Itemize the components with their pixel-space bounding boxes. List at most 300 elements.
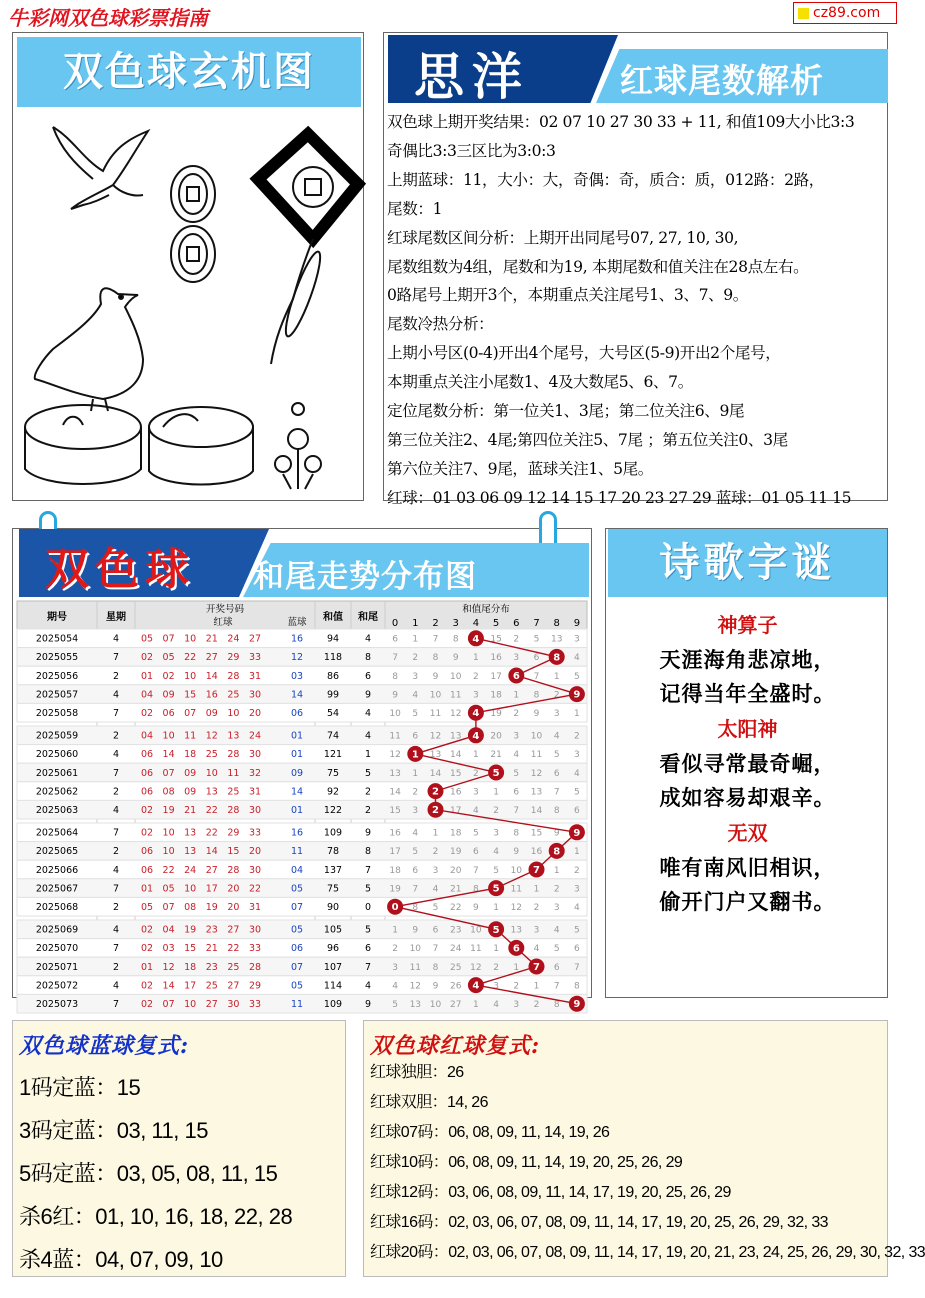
omission-cell: 7 <box>432 634 439 645</box>
omission-cell: 3 <box>574 750 580 761</box>
red-ball-cell: 06 <box>140 846 154 858</box>
omission-cell: 3 <box>412 806 419 817</box>
analysis-line: 本期重点关注小尾数1、4及大数尾5、6、7。 <box>387 373 693 392</box>
red-ball-cell: 15 <box>184 943 197 955</box>
omission-cell: 11 <box>389 731 401 742</box>
blue-ball-cell: 14 <box>290 786 304 798</box>
omission-cell: 4 <box>493 847 499 858</box>
omission-cell: 13 <box>409 1000 422 1011</box>
tail-marker-label: 9 <box>573 827 581 839</box>
omission-cell: 20 <box>449 865 462 876</box>
red-ball-cell: 09 <box>184 786 197 798</box>
omission-cell: 3 <box>574 634 580 645</box>
tail-marker-label: 5 <box>492 924 500 936</box>
weekday-cell: 7 <box>112 943 120 955</box>
omission-cell: 3 <box>513 1000 520 1011</box>
red-ball-cell: 27 <box>227 924 240 936</box>
tail-cell: 7 <box>364 961 372 973</box>
red-ball-cell: 14 <box>162 980 175 992</box>
analysis-line: 第三位关注2、4尾;第四位关注5、7尾 ；第五位关注0、3尾 <box>387 430 788 449</box>
analysis-panel <box>383 32 888 507</box>
tail-cell: 8 <box>364 652 372 664</box>
omission-cell: 9 <box>533 709 540 720</box>
omission-cell: 5 <box>392 1000 398 1011</box>
red-ball-cell: 27 <box>205 652 218 664</box>
omission-cell: 11 <box>409 962 422 973</box>
red-ball-cell: 33 <box>248 827 262 839</box>
omission-cell: 3 <box>553 709 560 720</box>
omission-cell: 1 <box>553 671 560 682</box>
sum-cell: 137 <box>323 864 343 876</box>
coin-icon <box>171 166 215 282</box>
site-title: 牛彩网双色球彩票指南 <box>8 6 208 30</box>
omission-cell: 11 <box>429 709 442 720</box>
omission-cell: 4 <box>574 653 580 664</box>
omission-cell: 2 <box>493 806 499 817</box>
blue-ball-cell: 07 <box>290 961 304 973</box>
omission-cell: 2 <box>553 690 560 701</box>
omission-cell: 23 <box>449 925 462 936</box>
red-compound-line: 红球07码：06, 08, 09, 11, 14, 19, 26 <box>370 1124 610 1141</box>
red-ball-cell: 30 <box>227 999 240 1011</box>
omission-cell: 2 <box>412 787 419 798</box>
omission-cell: 18 <box>389 865 401 876</box>
omission-cell: 9 <box>513 847 520 858</box>
omission-cell: 10 <box>429 690 442 701</box>
sum-cell: 109 <box>323 827 343 839</box>
poem-riddle-title: 无双 <box>727 821 768 845</box>
tail-cell: 4 <box>364 730 372 742</box>
omission-cell: 3 <box>432 865 439 876</box>
blue-ball-cell: 05 <box>290 883 304 895</box>
red-ball-cell: 01 <box>140 883 154 895</box>
blue-compound-line: 1码定蓝：15 <box>19 1075 141 1100</box>
red-ball-cell: 22 <box>205 827 218 839</box>
omission-cell: 13 <box>510 925 523 936</box>
red-ball-cell: 30 <box>248 805 262 817</box>
site-logo[interactable] <box>793 2 897 24</box>
period-cell: 2025073 <box>35 999 79 1011</box>
red-ball-cell: 19 <box>162 805 175 817</box>
red-ball-cell: 01 <box>140 670 154 682</box>
header-sum: 和值 <box>323 612 343 623</box>
tail-marker-label: 6 <box>512 943 520 955</box>
red-ball-cell: 24 <box>184 864 197 876</box>
sum-cell: 121 <box>323 749 343 761</box>
tail-cell: 6 <box>364 670 372 682</box>
omission-cell: 5 <box>533 634 540 645</box>
omission-cell: 2 <box>493 962 499 973</box>
omission-cell: 2 <box>513 709 520 720</box>
red-compound-panel <box>363 1020 925 1277</box>
omission-cell: 7 <box>574 962 580 973</box>
period-cell: 2025063 <box>35 805 79 817</box>
omission-cell: 1 <box>533 884 540 895</box>
red-ball-cell: 31 <box>248 786 262 798</box>
drum-icon <box>25 405 253 485</box>
analysis-text <box>387 108 887 513</box>
omission-cell: 5 <box>473 828 479 839</box>
trend-table <box>13 599 591 1011</box>
omission-cell: 4 <box>574 903 580 914</box>
red-ball-cell: 20 <box>227 883 240 895</box>
red-ball-cell: 08 <box>162 786 175 798</box>
tail-marker-label: 4 <box>472 730 480 742</box>
analysis-line: 0路尾号上期开3个，本期重点关注尾号1、3、7、9。 <box>387 286 749 305</box>
omission-cell: 9 <box>432 981 439 992</box>
period-cell: 2025065 <box>35 846 79 858</box>
blue-ball-cell: 14 <box>290 689 304 701</box>
tail-cell: 2 <box>364 805 372 817</box>
header-digit: 1 <box>412 618 419 629</box>
period-cell: 2025057 <box>35 689 79 701</box>
omission-cell: 6 <box>412 731 419 742</box>
red-ball-cell: 28 <box>227 749 240 761</box>
sitting-bird-icon <box>35 288 143 411</box>
omission-cell: 4 <box>513 750 520 761</box>
tail-marker-label: 8 <box>553 652 561 664</box>
omission-cell: 21 <box>490 750 502 761</box>
red-ball-cell: 06 <box>162 708 175 720</box>
sum-cell: 78 <box>326 846 340 858</box>
red-ball-cell: 02 <box>140 708 154 720</box>
omission-cell: 1 <box>513 690 520 701</box>
red-ball-cell: 07 <box>162 902 175 914</box>
omission-cell: 9 <box>412 925 419 936</box>
sum-cell: 96 <box>326 943 340 955</box>
header-digit: 6 <box>513 618 520 629</box>
tail-marker-label: 4 <box>472 633 480 645</box>
omission-cell: 11 <box>530 750 543 761</box>
poem-line: 天涯海角悲凉地， <box>659 648 836 672</box>
omission-cell: 3 <box>493 981 499 992</box>
omission-cell: 6 <box>412 865 419 876</box>
omission-cell: 1 <box>412 768 419 779</box>
omission-cell: 15 <box>490 634 502 645</box>
omission-cell: 7 <box>553 981 560 992</box>
red-ball-cell: 08 <box>184 902 197 914</box>
weekday-cell: 4 <box>112 864 120 876</box>
red-ball-cell: 15 <box>227 846 240 858</box>
omission-cell: 1 <box>574 847 580 858</box>
omission-cell: 4 <box>553 731 560 742</box>
red-ball-cell: 29 <box>227 652 240 664</box>
omission-cell: 16 <box>490 653 502 664</box>
tail-cell: 4 <box>364 633 372 645</box>
omission-cell: 6 <box>553 962 560 973</box>
period-cell: 2025071 <box>35 961 79 973</box>
omission-cell: 7 <box>533 671 540 682</box>
omission-cell: 4 <box>432 884 439 895</box>
omission-cell: 5 <box>574 787 580 798</box>
blue-compound-line: 杀4蓝：04, 07, 09, 10 <box>19 1247 223 1272</box>
omission-cell: 12 <box>449 709 462 720</box>
red-ball-cell: 07 <box>184 708 197 720</box>
omission-cell: 6 <box>432 925 439 936</box>
poem-riddle-title: 神算子 <box>717 613 778 637</box>
header-weekday: 星期 <box>106 612 126 623</box>
omission-cell: 16 <box>449 787 462 798</box>
blue-compound-panel <box>12 1020 346 1277</box>
red-ball-cell: 27 <box>227 980 240 992</box>
header-blue: 蓝球 <box>287 617 307 628</box>
red-ball-cell: 30 <box>248 689 262 701</box>
weekday-cell: 4 <box>112 749 120 761</box>
omission-cell: 7 <box>473 865 479 876</box>
red-ball-cell: 23 <box>205 924 218 936</box>
logo-square-icon <box>798 8 809 19</box>
red-ball-cell: 22 <box>248 883 262 895</box>
omission-cell: 13 <box>449 731 462 742</box>
poem-panel <box>605 528 888 998</box>
weekday-cell: 7 <box>112 767 120 779</box>
kite-icon <box>258 134 358 364</box>
omission-cell: 1 <box>513 962 520 973</box>
sum-cell: 105 <box>323 924 343 936</box>
tail-marker-label: 7 <box>533 865 540 876</box>
red-ball-cell: 20 <box>248 846 262 858</box>
red-ball-cell: 17 <box>205 883 218 895</box>
analysis-line: 第六位关注7、9尾，蓝球关注1、5尾。 <box>387 459 653 478</box>
red-ball-cell: 13 <box>227 730 240 742</box>
omission-cell: 7 <box>412 884 419 895</box>
tail-marker-label: 4 <box>472 708 480 720</box>
puzzle-title: 双色球玄机图 <box>17 37 361 107</box>
omission-cell: 10 <box>510 865 523 876</box>
red-ball-cell: 05 <box>162 883 175 895</box>
header-digit: 5 <box>492 618 500 629</box>
omission-cell: 5 <box>432 903 439 914</box>
tail-cell: 4 <box>364 980 372 992</box>
red-ball-cell: 09 <box>205 708 218 720</box>
poem-line: 成如容易却艰辛。 <box>659 786 836 810</box>
red-ball-cell: 33 <box>248 943 262 955</box>
analysis-line: 红球尾数区间分析：上期开出同尾号07, 27, 10, 30, <box>387 228 739 247</box>
red-ball-cell: 21 <box>184 805 197 817</box>
flower-icon <box>275 403 321 489</box>
omission-cell: 27 <box>449 1000 462 1011</box>
red-ball-cell: 33 <box>248 999 262 1011</box>
weekday-cell: 2 <box>112 730 120 742</box>
red-ball-cell: 10 <box>184 999 197 1011</box>
sum-cell: 75 <box>326 767 340 779</box>
red-ball-cell: 02 <box>140 943 154 955</box>
omission-cell: 2 <box>553 884 560 895</box>
tail-cell: 7 <box>364 864 372 876</box>
red-ball-cell: 16 <box>205 689 218 701</box>
red-ball-cell: 25 <box>205 980 218 992</box>
header-dist: 和值尾分布 <box>462 604 510 615</box>
omission-cell: 20 <box>490 731 502 742</box>
red-ball-cell: 28 <box>227 805 240 817</box>
omission-cell: 5 <box>553 750 560 761</box>
omission-cell: 22 <box>449 903 462 914</box>
weekday-cell: 4 <box>112 980 120 992</box>
weekday-cell: 2 <box>112 961 120 973</box>
omission-cell: 3 <box>392 962 398 973</box>
weekday-cell: 2 <box>112 670 120 682</box>
sum-cell: 74 <box>326 730 340 742</box>
blue-compound-line: 杀6红：01, 10, 16, 18, 22, 28 <box>19 1204 293 1229</box>
period-cell: 2025060 <box>35 749 79 761</box>
omission-cell: 1 <box>473 1000 479 1011</box>
omission-cell: 14 <box>530 806 543 817</box>
tail-cell: 5 <box>364 924 372 936</box>
red-ball-cell: 28 <box>227 670 240 682</box>
analyst-name: 思洋 <box>414 48 530 106</box>
red-ball-cell: 30 <box>248 864 262 876</box>
red-ball-cell: 22 <box>184 652 197 664</box>
period-cell: 2025058 <box>35 708 79 720</box>
omission-cell: 14 <box>389 787 401 798</box>
header-digit: 3 <box>452 618 459 629</box>
red-ball-cell: 27 <box>248 633 262 645</box>
sum-cell: 90 <box>326 902 340 914</box>
omission-cell: 5 <box>493 865 499 876</box>
blue-ball-cell: 01 <box>290 730 304 742</box>
omission-cell: 3 <box>513 731 520 742</box>
omission-cell: 12 <box>510 903 523 914</box>
sum-cell: 109 <box>323 999 343 1011</box>
red-ball-cell: 02 <box>140 652 154 664</box>
omission-cell: 3 <box>513 653 520 664</box>
period-cell: 2025069 <box>35 924 79 936</box>
omission-cell: 8 <box>574 981 580 992</box>
tail-marker-label: 9 <box>573 999 581 1011</box>
flying-bird-icon <box>53 127 148 209</box>
omission-cell: 4 <box>574 768 580 779</box>
red-ball-cell: 28 <box>248 961 262 973</box>
analysis-line: 双色球上期开奖结果：02 07 10 27 30 33 + 11, 和值109大小比3:3 <box>387 113 855 131</box>
red-ball-cell: 28 <box>227 864 240 876</box>
tail-marker-label: 2 <box>432 786 439 798</box>
weekday-cell: 7 <box>112 827 120 839</box>
tail-marker-label: 7 <box>533 962 540 973</box>
red-ball-cell: 12 <box>162 961 175 973</box>
omission-cell: 1 <box>392 925 398 936</box>
omission-cell: 19 <box>449 847 462 858</box>
period-cell: 2025067 <box>35 883 79 895</box>
omission-cell: 8 <box>432 653 439 664</box>
tail-cell: 9 <box>364 689 372 701</box>
red-ball-cell: 33 <box>248 652 262 664</box>
tail-cell: 2 <box>364 786 372 798</box>
red-ball-cell: 06 <box>140 767 154 779</box>
sum-cell: 94 <box>326 633 340 645</box>
omission-cell: 3 <box>553 903 560 914</box>
period-cell: 2025055 <box>35 652 79 664</box>
omission-cell: 7 <box>513 806 520 817</box>
red-ball-cell: 22 <box>227 943 240 955</box>
omission-cell: 8 <box>392 671 398 682</box>
red-ball-cell: 21 <box>205 943 218 955</box>
omission-cell: 14 <box>429 768 442 779</box>
omission-cell: 6 <box>533 653 540 664</box>
omission-cell: 4 <box>533 944 540 955</box>
omission-cell: 10 <box>470 925 482 936</box>
omission-cell: 5 <box>412 709 419 720</box>
red-ball-cell: 30 <box>248 924 262 936</box>
red-ball-cell: 14 <box>205 846 218 858</box>
red-ball-cell: 20 <box>248 708 262 720</box>
poem-line: 唯有南风旧相识， <box>659 856 836 880</box>
blue-ball-cell: 05 <box>290 924 304 936</box>
period-cell: 2025061 <box>35 767 79 779</box>
omission-cell: 2 <box>473 768 479 779</box>
poem-body <box>606 607 889 919</box>
blue-ball-cell: 09 <box>290 767 304 779</box>
omission-cell: 1 <box>473 750 479 761</box>
red-ball-cell: 06 <box>140 786 154 798</box>
omission-cell: 6 <box>513 787 520 798</box>
blue-ball-cell: 04 <box>290 864 304 876</box>
red-ball-cell: 17 <box>184 980 197 992</box>
trend-subtitle: 和尾走势分布图 <box>253 559 477 595</box>
red-ball-cell: 18 <box>184 961 197 973</box>
red-ball-cell: 07 <box>162 999 175 1011</box>
logo-text: cz89.com <box>813 5 881 21</box>
omission-cell: 3 <box>493 828 499 839</box>
omission-cell: 4 <box>553 925 560 936</box>
period-cell: 2025064 <box>35 827 79 839</box>
tail-marker-label: 5 <box>492 768 500 779</box>
red-ball-cell: 06 <box>140 864 154 876</box>
poem-title: 诗歌字谜 <box>608 529 887 597</box>
red-compound-title: 双色球红球复式: <box>370 1033 541 1059</box>
red-ball-cell: 05 <box>162 652 175 664</box>
poem-line: 记得当年全盛时。 <box>659 682 836 706</box>
analysis-line: 尾数冷热分析： <box>387 315 494 334</box>
red-ball-cell: 10 <box>227 708 240 720</box>
omission-cell: 12 <box>429 731 442 742</box>
tail-marker-label: 9 <box>573 689 581 701</box>
omission-cell: 2 <box>432 847 439 858</box>
omission-cell: 18 <box>490 690 502 701</box>
red-ball-cell: 32 <box>248 767 262 779</box>
omission-cell: 16 <box>530 847 543 858</box>
red-ball-cell: 11 <box>184 730 197 742</box>
blue-ball-cell: 01 <box>290 805 304 817</box>
omission-cell: 2 <box>473 671 479 682</box>
omission-cell: 8 <box>553 1000 560 1011</box>
red-ball-cell: 09 <box>184 767 197 779</box>
omission-cell: 1 <box>553 865 560 876</box>
weekday-cell: 7 <box>112 708 120 720</box>
weekday-cell: 2 <box>112 902 120 914</box>
analysis-line: 奇偶比3:3三区比为3:0:3 <box>387 141 556 160</box>
red-ball-cell: 13 <box>184 827 197 839</box>
omission-cell: 2 <box>392 944 398 955</box>
red-ball-cell: 02 <box>140 999 154 1011</box>
omission-cell: 4 <box>392 981 398 992</box>
omission-cell: 8 <box>432 962 439 973</box>
blue-ball-cell: 03 <box>290 670 304 682</box>
red-ball-cell: 10 <box>162 827 175 839</box>
sum-cell: 92 <box>326 786 340 798</box>
omission-cell: 5 <box>574 671 580 682</box>
red-ball-cell: 15 <box>184 689 197 701</box>
omission-cell: 2 <box>574 865 580 876</box>
omission-cell: 15 <box>530 828 543 839</box>
tail-marker-label: 0 <box>391 902 399 914</box>
red-compound-line: 红球独胆：26 <box>370 1064 464 1081</box>
omission-cell: 13 <box>389 768 401 779</box>
omission-cell: 13 <box>530 787 543 798</box>
red-ball-cell: 01 <box>140 961 154 973</box>
weekday-cell: 4 <box>112 924 120 936</box>
omission-cell: 1 <box>412 634 419 645</box>
omission-cell: 8 <box>412 903 419 914</box>
